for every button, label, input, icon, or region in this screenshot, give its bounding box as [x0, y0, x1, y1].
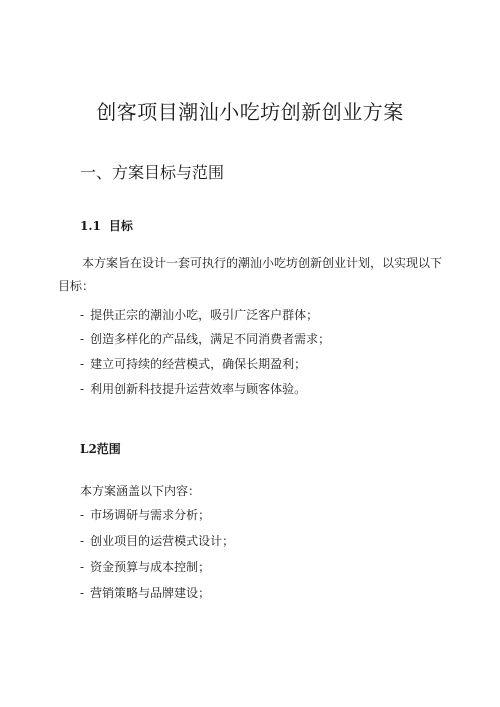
- bullet-dash: -: [80, 357, 85, 371]
- list-item: [80, 584, 210, 601]
- list-item: [80, 532, 234, 549]
- list-item-text: 提供正宗的潮汕小吃，吸引广泛客户群体；: [90, 308, 319, 322]
- list-item: [80, 355, 306, 372]
- list-item-text: 市场调研与需求分析；: [90, 508, 211, 522]
- subsection-heading-scope: L2范围: [80, 442, 121, 456]
- bullet-dash: -: [80, 534, 85, 548]
- bullet-dash: -: [80, 382, 85, 396]
- bullet-dash: -: [80, 560, 85, 574]
- goals-intro-paragraph: 本方案旨在设计一套可执行的潮汕小吃坊创新创业计划，以实现以下目标：: [58, 256, 443, 293]
- list-item: [80, 558, 210, 575]
- subsection-heading-goals: [80, 217, 133, 234]
- document-title: 创客项目潮汕小吃坊创新创业方案: [96, 100, 404, 124]
- bullet-dash: -: [80, 308, 85, 322]
- list-item: [80, 306, 318, 323]
- list-item-text: 创业项目的运营模式设计；: [90, 534, 235, 548]
- list-item-text: 建立可持续的经营模式，确保长期盈利；: [90, 357, 307, 371]
- list-item: [80, 380, 306, 397]
- list-item-text: 营销策略与品牌建设；: [90, 586, 211, 600]
- bullet-dash: -: [80, 332, 85, 346]
- list-item-text: 创造多样化的产品线，满足不同消费者需求；: [90, 332, 331, 346]
- subsection-title: 目标: [108, 219, 133, 233]
- list-item: [80, 506, 210, 523]
- list-item-text: 资金预算与成本控制；: [90, 560, 211, 574]
- bullet-dash: -: [80, 586, 85, 600]
- subsection-number: 1.1: [80, 219, 101, 233]
- list-item: [80, 330, 330, 347]
- list-item-text: 利用创新科技提升运营效率与顾客体验。: [90, 382, 307, 396]
- scope-intro: 本方案涵盖以下内容：: [80, 484, 201, 498]
- section-heading: 一、方案目标与范围: [80, 163, 225, 182]
- bullet-dash: -: [80, 508, 85, 522]
